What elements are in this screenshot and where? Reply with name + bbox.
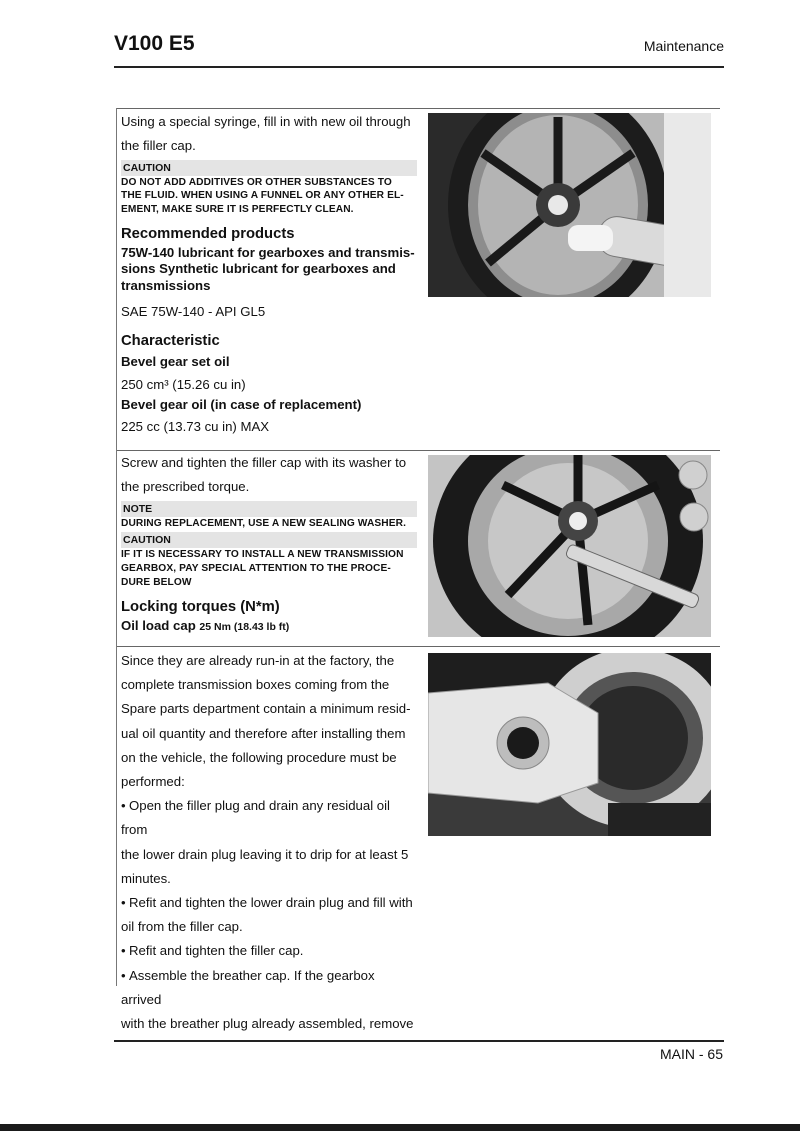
torque-value: 25 Nm (18.43 lb ft) <box>199 620 290 633</box>
procedure-text-line: complete transmission boxes coming from the <box>121 677 390 693</box>
row-3-left-border <box>116 646 117 986</box>
procedure-text-line: Spare parts department contain a minimum resid- <box>121 701 411 717</box>
row-1-left-border <box>116 108 117 450</box>
photo-torque-wrench <box>428 455 711 637</box>
caution-text-line: DURE BELOW <box>121 576 192 588</box>
note-label: NOTE <box>121 501 417 517</box>
step-tighten-filler-cap <box>121 451 417 635</box>
bullet-step-2: • Refit and tighten the lower drain plug and fill with <box>121 891 417 915</box>
bevel-replacement-oil-label: Bevel gear oil (in case of replacement) <box>121 396 362 412</box>
footer-divider <box>114 1040 724 1042</box>
bullet-icon: • <box>121 967 126 983</box>
bullet-step-2-cont: oil from the filler cap. <box>121 919 243 935</box>
bullet-icon: • <box>121 943 126 959</box>
note-text: DURING REPLACEMENT, USE A NEW SEALING WASHER. <box>121 517 407 529</box>
procedure-text-line: Since they are already run-in at the factory, the <box>121 653 395 668</box>
bullet-step-4: • Assemble the breather cap. If the gearbox arrived <box>121 964 417 1012</box>
section-name: Maintenance <box>643 38 724 54</box>
bullet-icon: • <box>121 895 126 911</box>
characteristic-heading: Characteristic <box>121 333 220 350</box>
bullet-step-4-cont: with the breather plug already assembled, remove <box>121 1016 414 1032</box>
caution-text-line: GEARBOX, PAY SPECIAL ATTENTION TO THE PROCE- <box>121 563 391 575</box>
bullet-step-1: • Open the filler plug and drain any residual oil from <box>121 794 417 842</box>
photo-syringe-filling <box>428 113 711 297</box>
page-number: MAIN - 65 <box>659 1046 723 1062</box>
step-text-line: Using a special syringe, fill in with new oil through <box>121 114 411 129</box>
procedure-text-line: performed: <box>121 774 185 790</box>
step-transmission-procedure <box>121 649 417 1036</box>
torque-label: Oil load cap <box>121 617 196 633</box>
bevel-replacement-oil-value: 225 cc (13.73 cu in) MAX <box>121 419 270 435</box>
bevel-set-oil-value: 250 cm³ (15.26 cu in) <box>121 376 246 392</box>
bevel-set-oil-label: Bevel gear set oil <box>121 354 230 370</box>
caution-label: CAUTION <box>121 160 417 176</box>
photo-transmission-housing <box>428 653 711 836</box>
row-2-left-border <box>116 450 117 646</box>
step-text-line: the prescribed torque. <box>121 478 250 494</box>
bottom-edge-strip <box>0 1124 800 1131</box>
bullet-step-3: • Refit and tighten the filler cap. <box>121 939 417 963</box>
bullet-step-1-cont: minutes. <box>121 870 171 886</box>
caution-text-line: EMENT, MAKE SURE IT IS PERFECTLY CLEAN. <box>121 204 354 216</box>
bullet-step-1-cont: the lower drain plug leaving it to drip for at least 5 <box>121 846 409 862</box>
locking-torques-heading: Locking torques (N*m) <box>121 598 280 615</box>
manual-title: V100 E5 <box>114 32 195 55</box>
step-fill-oil <box>121 110 417 439</box>
product-name-line: 75W-140 lubricant for gearboxes and transmis- <box>121 244 415 260</box>
row-divider-top <box>116 108 720 109</box>
caution-text-line: THE FLUID. WHEN USING A FUNNEL OR ANY OTHER EL- <box>121 190 404 202</box>
step-text-line: Screw and tighten the filler cap with its washer to <box>121 455 407 470</box>
oil-load-cap-torque <box>121 618 417 636</box>
procedure-text-line: on the vehicle, the following procedure must be <box>121 749 397 765</box>
caution-text-line: DO NOT ADD ADDITIVES OR OTHER SUBSTANCES TO <box>121 176 392 188</box>
bullet-icon: • <box>121 798 126 814</box>
row-divider-2 <box>116 646 720 647</box>
oil-specification: SAE 75W-140 - API GL5 <box>121 304 266 320</box>
product-name-line: sions Synthetic lubricant for gearboxes and <box>121 261 396 277</box>
header-divider <box>114 66 724 68</box>
procedure-text-line: ual oil quantity and therefore after installing them <box>121 725 406 741</box>
recommended-products-heading: Recommended products <box>121 225 295 242</box>
product-name-line: transmissions <box>121 277 211 293</box>
caution-text-line: IF IT IS NECESSARY TO INSTALL A NEW TRANSMISSION <box>121 549 404 561</box>
step-text-line: the filler cap. <box>121 137 196 153</box>
caution-label: CAUTION <box>121 532 417 548</box>
